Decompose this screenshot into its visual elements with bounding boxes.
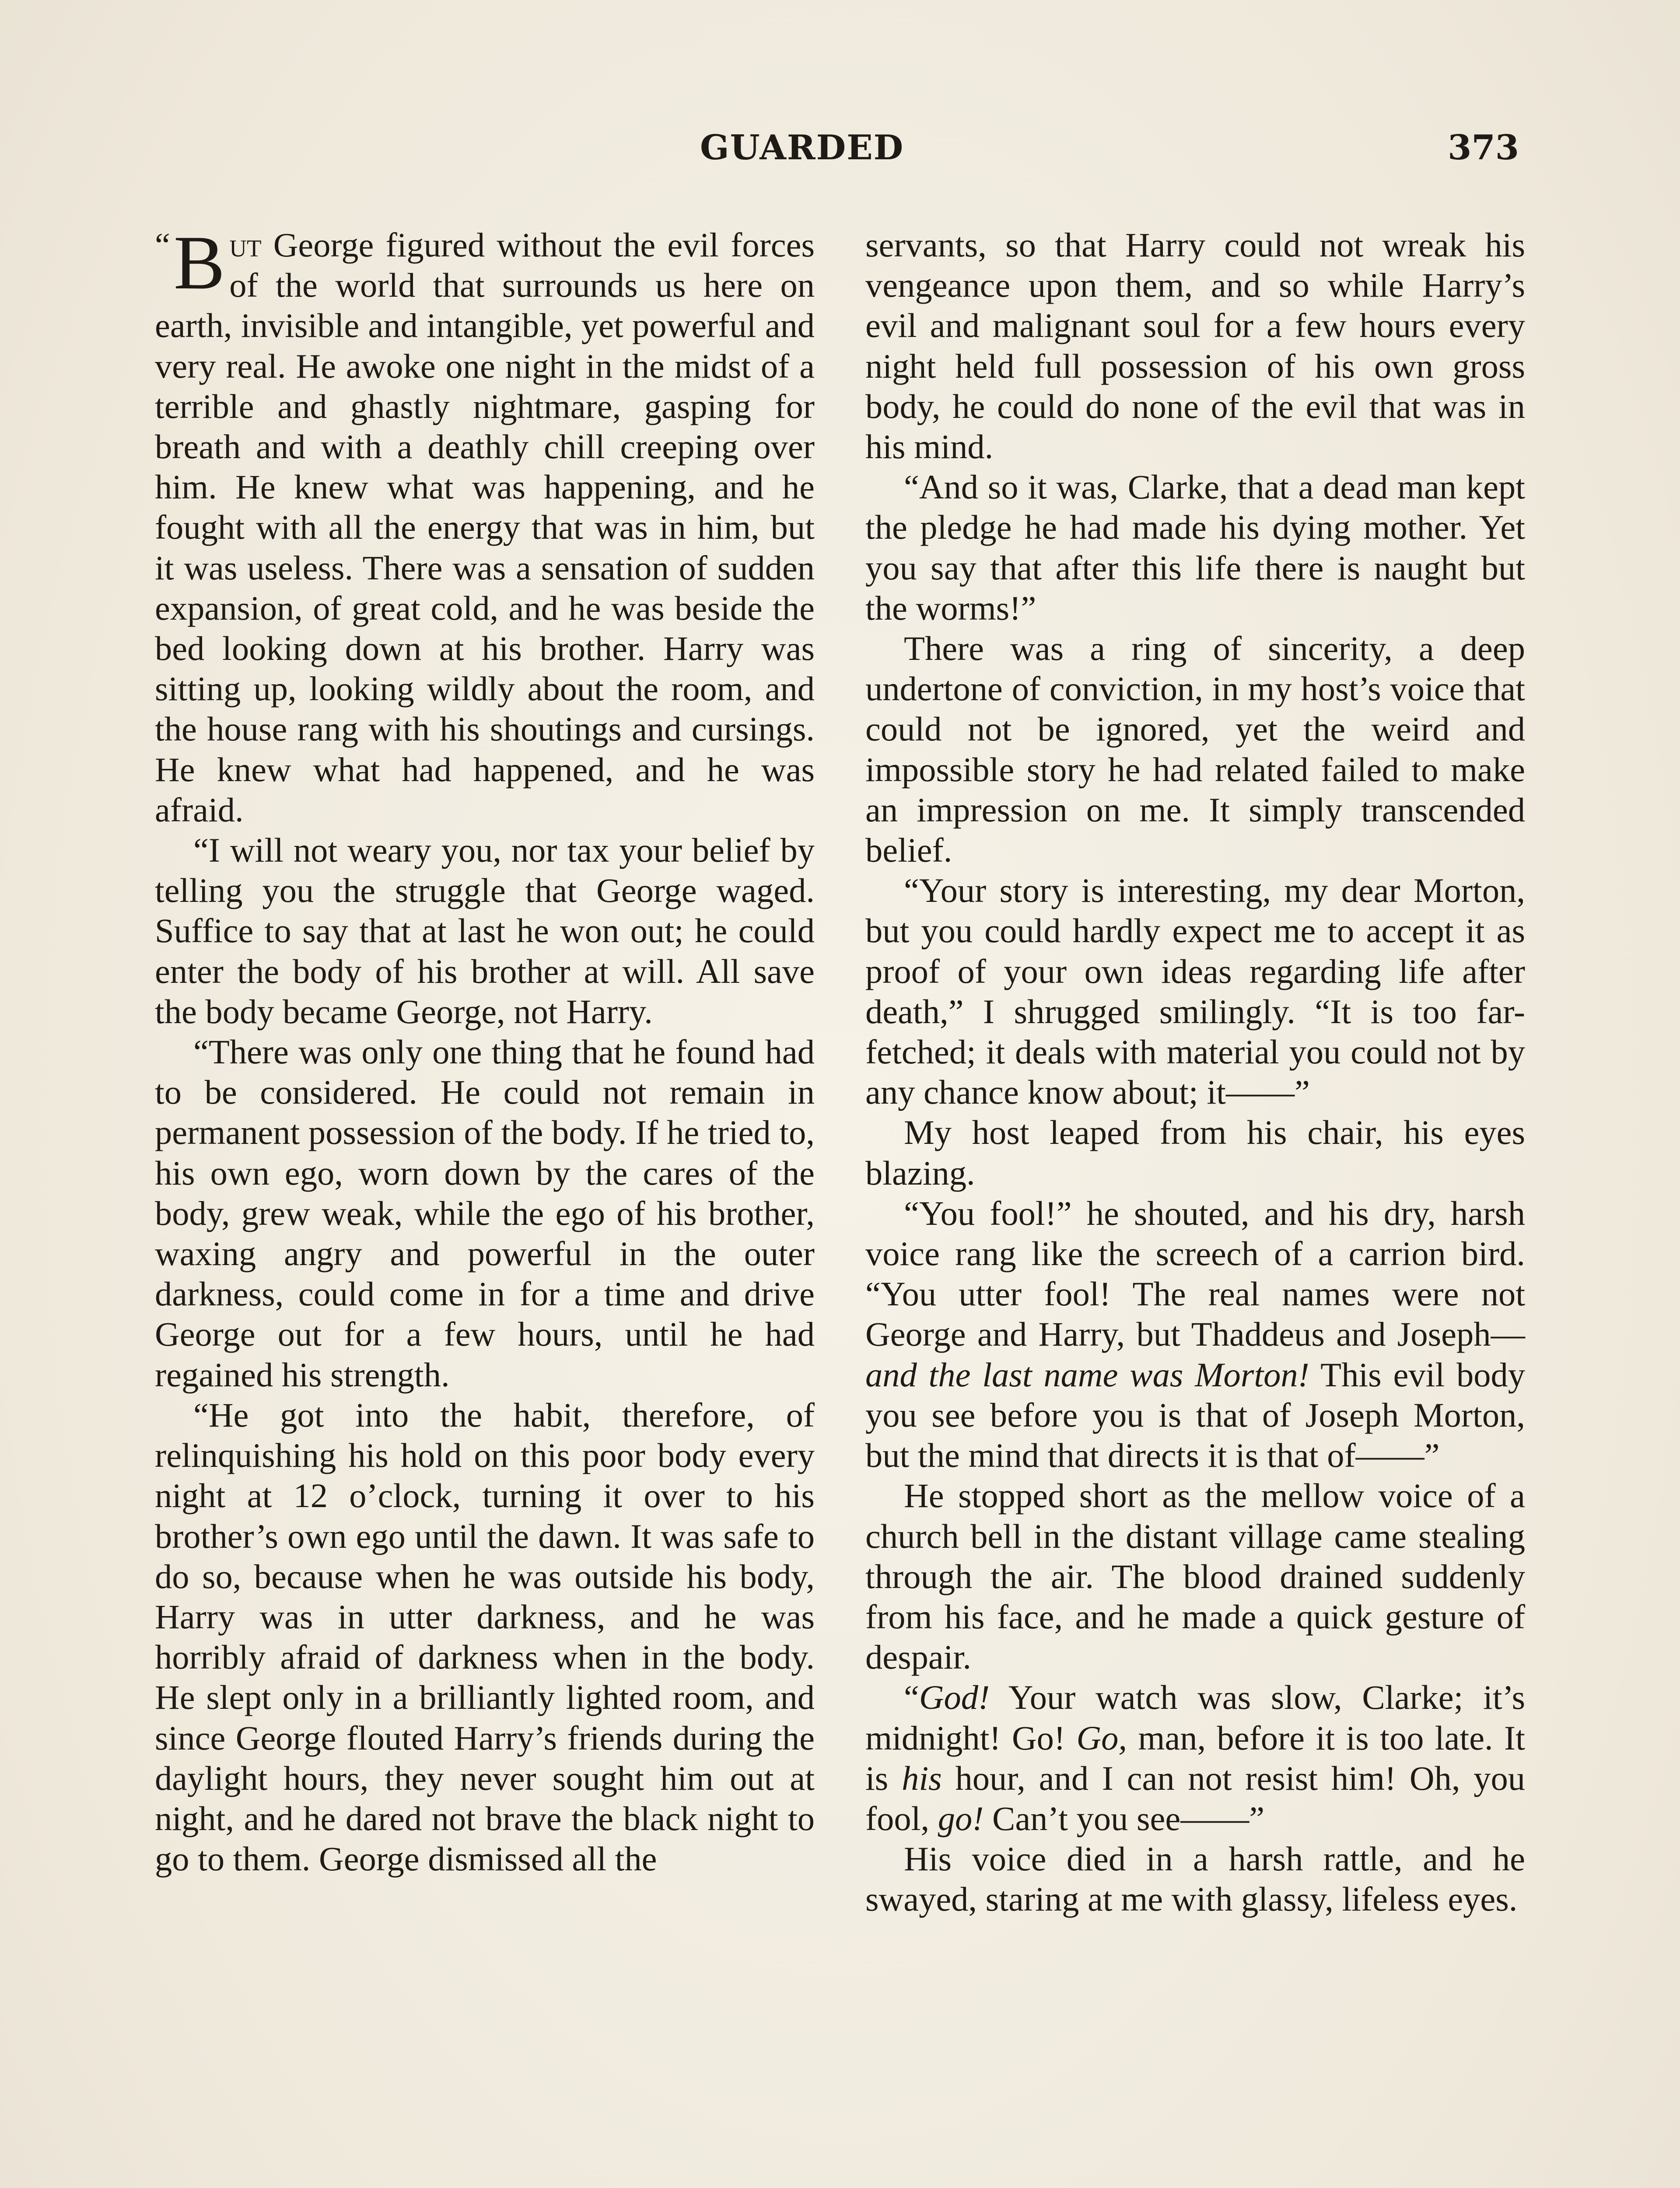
paragraph-text: George figured without the evil forces of the world that surrounds us here on earth, invisible and intangible, yet powerful and very real. He awoke one night in the midst of a terrible and ghastly nightmare, gasping for breath and with a deathly chill creeping over him. He knew what was happening, and he fought with all the energy that was in him, but it was useless. There was a sensation of sudden expansion, of great cold, and he was beside the bed looking down at his brother. Harry was sitting up, looking wildly about the room, and the house rang with his shoutings and cursings. He knew what had happened, and he was afraid. — [155, 226, 815, 829]
paragraph: His voice died in a harsh rattle, and he swayed, staring at me with glassy, lifeless eyes. — [865, 1840, 1525, 1918]
paragraph: My host leaped from his chair, his eyes blazing. — [865, 1113, 1525, 1192]
italic-text: and the last name was Morton! — [865, 1355, 1309, 1394]
paragraph-text: “ — [904, 1678, 919, 1717]
paragraph-text: hour, and I can not resist him! Oh, you fool, — [865, 1759, 1525, 1837]
paragraph — [865, 1677, 1525, 1839]
italic-text: God! — [919, 1678, 990, 1717]
left-column — [155, 220, 815, 1879]
small-caps-lead: ut — [229, 226, 262, 264]
running-head — [0, 128, 1680, 176]
paragraph: servants, so that Harry could not wreak his vengeance upon them, and so while Harry’s evil and malignant soul for a few hours every night held full possession of his own gross body, he could do none of the evil that was in his mind. — [865, 226, 1525, 466]
drop-cap: B — [173, 220, 225, 305]
paragraph-text: man, before it is too late. It is — [865, 1718, 1525, 1797]
opening-quote: “ — [155, 226, 170, 264]
paragraph-text: Your watch was slow, Clarke; it’s midnight! Go! — [865, 1678, 1525, 1757]
paragraph: “And so it was, Clarke, that a dead man kept the pledge he had made his dying mother. Yet you say that after this life there is naught but the worms!” — [865, 468, 1525, 627]
paragraph: “Your story is interesting, my dear Morton, but you could hardly expect me to accept it as proof of your own ideas regarding life after death,” I shrugged smilingly. “It is too far-fetched; it deals with material you could not by any chance know about; it——” — [865, 871, 1525, 1112]
paragraph-text: This evil body you see before you is that of Joseph Morton, but the mind that directs it is that of——” — [865, 1355, 1526, 1475]
paragraph — [865, 1193, 1525, 1476]
story-title: GUARDED — [700, 128, 904, 168]
paragraph: “He got into the habit, therefore, of relinquishing his hold on this poor body every night at 12 o’clock, turning it over to his brother’s own ego until the dawn. It was safe to do so, because when he was outside his body, Harry was in utter darkness, and he was horribly afraid of darkness when in the body. He slept only in a brilliantly lighted room, and since George flouted Harry’s friends during the daylight hours, they never sought him out at night, and he dared not brave the black night to go to them. George dismissed all the — [155, 1396, 815, 1878]
paragraph: There was a ring of sincerity, a deep undertone of conviction, in my host’s voice that could not be ignored, yet the weird and impossible story he had related failed to make an impression on me. It simply transcended belief. — [865, 629, 1525, 870]
paragraph-text: Can’t you see——” — [984, 1799, 1265, 1837]
italic-text: Go, — [1076, 1718, 1127, 1757]
paragraph-text: “You fool!” he shouted, and his dry, harsh voice rang like the screech of a carrion bird. “You utter fool! The real names were not George and Harry, but Thaddeus and Joseph— — [865, 1194, 1525, 1353]
paragraph: “I will not weary you, nor tax your belief by telling you the struggle that George waged. Suffice to say that at last he won out; he could enter the body of his brother at will. All save the body became George, not Harry. — [155, 831, 815, 1031]
right-column — [865, 225, 1525, 1920]
paragraph: “There was only one thing that he found had to be considered. He could not remain in permanent possession of the body. If he tried to, his own ego, worn down by the cares of the body, grew weak, while the ego of his brother, waxing angry and powerful in the outer darkness, could come in for a time and drive George out for a few hours, until he had regained his strength. — [155, 1033, 815, 1394]
italic-text: his — [902, 1759, 942, 1797]
paragraph: He stopped short as the mellow voice of a church bell in the distant village came stealing through the air. The blood drained suddenly from his face, and he made a quick gesture of despair. — [865, 1476, 1525, 1676]
italic-text: go! — [938, 1799, 984, 1837]
paragraph — [155, 220, 815, 830]
page-number: 373 — [1448, 128, 1519, 168]
